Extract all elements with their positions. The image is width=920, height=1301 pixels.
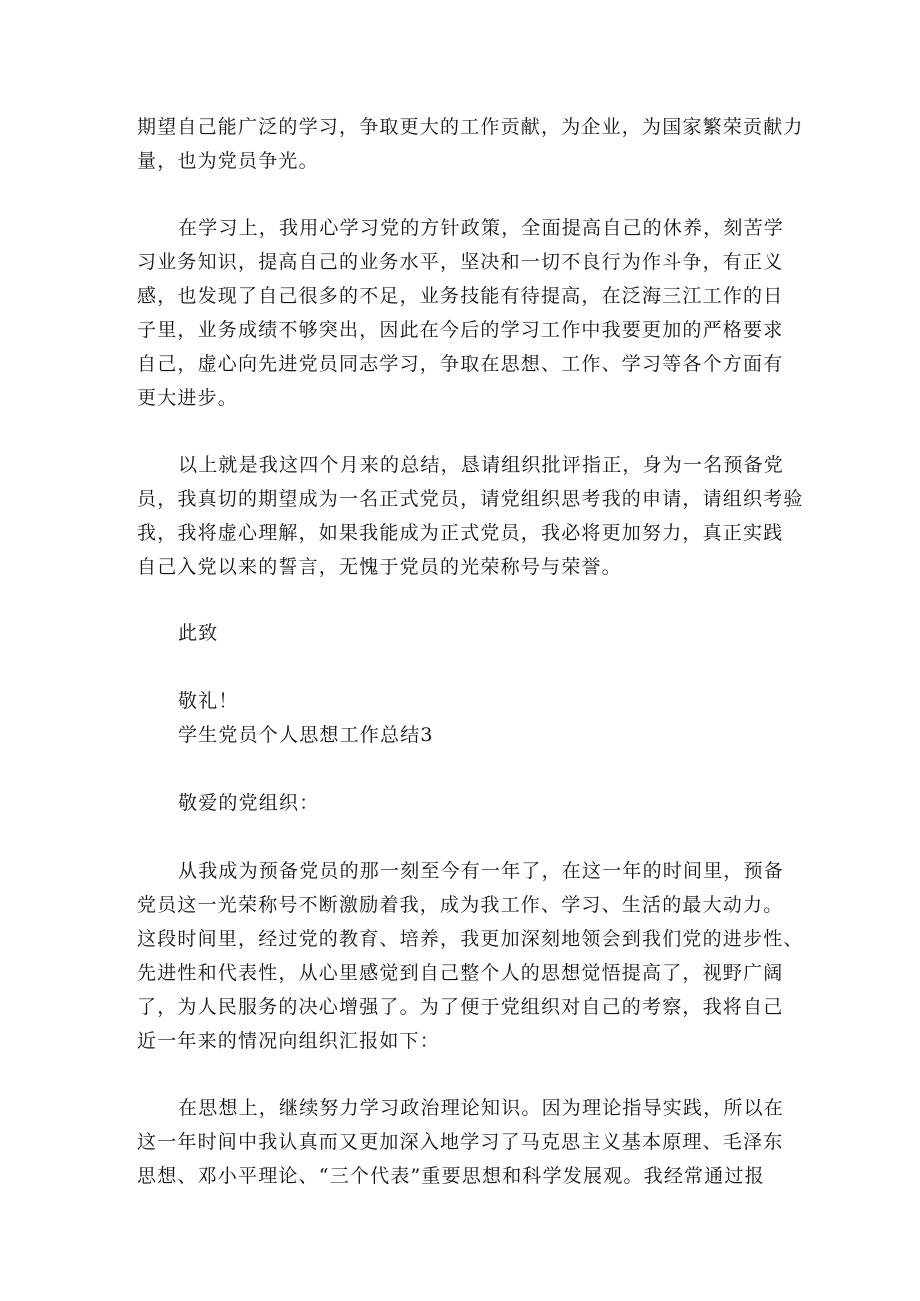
paragraph-line: 以上就是我这四个月来的总结，恳请组织批评指正，身为一名预备党	[178, 454, 785, 476]
paragraph-line: 我，我将虚心理解，如果我能成为正式党员，我必将更加努力，真正实践	[137, 522, 784, 544]
salutation: 敬爱的党组织：	[178, 792, 320, 814]
paragraph-line: 更大进步。	[137, 387, 239, 409]
paragraph-line: 员，我真切的期望成为一名正式党员，请党组织思考我的申请，请组织考验	[137, 488, 804, 510]
paragraph-line: 量，也为党员争光。	[137, 150, 319, 172]
paragraph-line: 这一年时间中我认真而又更加深入地学习了马克思主义基本原理、毛泽东	[137, 1131, 784, 1153]
paragraph-1	[137, 110, 804, 178]
paragraph-3	[137, 448, 804, 584]
paragraph-line: 自己，虚心向先进党员同志学习，争取在思想、工作、学习等各个方面有	[137, 353, 784, 375]
paragraph-line: 习业务知识，提高自己的业务水平，坚决和一切不良行为作斗争，有正义	[137, 251, 784, 273]
paragraph-line: 在学习上，我用心学习党的方针政策，全面提高自己的休养，刻苦学	[178, 217, 785, 239]
paragraph-2	[137, 211, 787, 415]
paragraph-line: 党员这一光荣称号不断激励着我，成为我工作、学习、生活的最大动力。	[137, 894, 784, 916]
closing-phrase: 此致	[178, 622, 219, 644]
paragraph-line: 自己入党以来的誓言，无愧于党员的光荣称号与荣誉。	[137, 556, 622, 578]
paragraph-line: 在思想上，继续努力学习政治理论知识。因为理论指导实践，所以在	[178, 1097, 785, 1119]
paragraph-4	[137, 854, 804, 1058]
closing-salute: 敬礼！	[178, 690, 239, 712]
paragraph-5	[137, 1091, 787, 1193]
paragraph-line: 这段时间里，经过党的教育、培养，我更加深刻地领会到我们党的进步性、	[137, 928, 804, 950]
section-title: 学生党员个人思想工作总结3	[178, 724, 434, 746]
paragraph-line: 思想、邓小平理论、“三个代表”重要思想和科学发展观。我经常通过报	[137, 1165, 765, 1187]
paragraph-line: 子里，业务成绩不够突出，因此在今后的学习工作中我要更加的严格要求	[137, 319, 784, 341]
paragraph-line: 先进性和代表性，从心里感觉到自己整个人的思想觉悟提高了，视野广阔	[137, 962, 784, 984]
paragraph-line: 近一年来的情况向组织汇报如下：	[137, 1030, 441, 1052]
paragraph-line: 了，为人民服务的决心增强了。为了便于党组织对自己的考察，我将自己	[137, 996, 784, 1018]
paragraph-line: 感，也发现了自己很多的不足，业务技能有待提高，在泛海三江工作的日	[137, 285, 784, 307]
paragraph-line: 从我成为预备党员的那一刻至今有一年了，在这一年的时间里，预备	[178, 860, 785, 882]
paragraph-line: 期望自己能广泛的学习，争取更大的工作贡献，为企业，为国家繁荣贡献力	[137, 116, 804, 138]
